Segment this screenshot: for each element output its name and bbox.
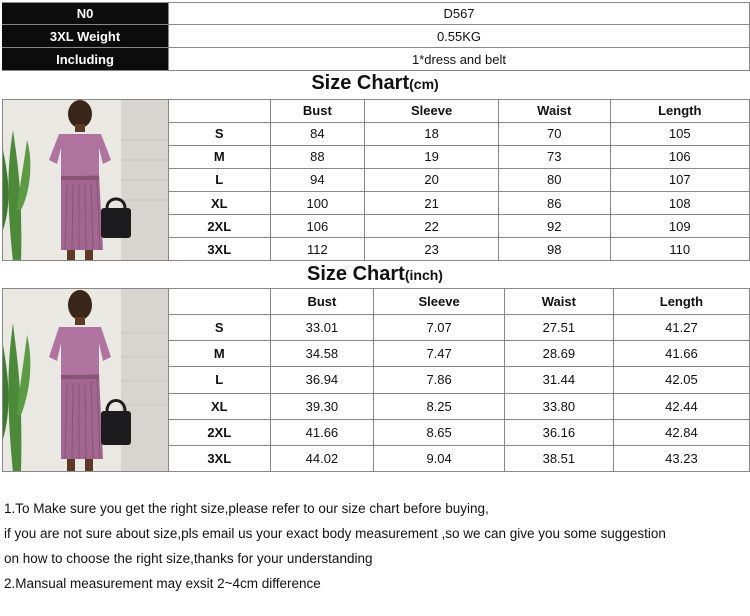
info-value: 1*dress and belt xyxy=(168,48,750,70)
note-line: if you are not sure about size,pls email us your exact body measurement ,so we can give you some suggestion xyxy=(4,526,666,541)
table-cell: 41.66 xyxy=(613,341,749,367)
size-chart-cm xyxy=(2,99,750,261)
table-cell: 34.58 xyxy=(270,341,374,367)
dress-photo xyxy=(3,100,169,260)
info-row-number xyxy=(2,2,750,25)
table-cell: 7.86 xyxy=(374,367,505,393)
table-header-row xyxy=(169,289,749,314)
table-cell: 42.84 xyxy=(613,419,749,445)
table-cell: 88 xyxy=(270,145,365,168)
info-value: 0.55KG xyxy=(168,25,750,47)
table-cell: 18 xyxy=(365,122,499,145)
table-row xyxy=(169,446,749,472)
size-label: 2XL xyxy=(169,419,270,445)
table-cell: 41.66 xyxy=(270,419,374,445)
size-label: 2XL xyxy=(169,215,270,238)
table-cell: 42.05 xyxy=(613,367,749,393)
table-cell: 19 xyxy=(365,145,499,168)
info-value: D567 xyxy=(168,3,750,24)
table-cell: 28.69 xyxy=(504,341,613,367)
table-cell: 42.44 xyxy=(613,393,749,419)
table-cell: 73 xyxy=(498,145,610,168)
dress-photo xyxy=(3,289,169,471)
size-chart-inch xyxy=(2,288,750,472)
table-cell: 106 xyxy=(270,215,365,238)
table-row xyxy=(169,341,749,367)
table-cell: 23 xyxy=(365,238,499,260)
table-cell: 31.44 xyxy=(504,367,613,393)
header-cell: Waist xyxy=(498,100,610,122)
chart-unit: (inch) xyxy=(404,267,443,283)
table-cell: 109 xyxy=(610,215,749,238)
table-cell: 33.80 xyxy=(504,393,613,419)
header-cell: Length xyxy=(613,289,749,314)
info-row-including xyxy=(2,48,750,71)
info-row-weight xyxy=(2,25,750,48)
header-cell: Sleeve xyxy=(374,289,505,314)
table-cell: 21 xyxy=(365,192,499,215)
table-cell: 110 xyxy=(610,238,749,260)
size-label: M xyxy=(169,145,270,168)
info-key: Including xyxy=(2,48,168,70)
table-row xyxy=(169,145,749,168)
info-key: N0 xyxy=(2,3,168,24)
table-cell: 43.23 xyxy=(613,446,749,472)
size-label: 3XL xyxy=(169,446,270,472)
table-cell: 112 xyxy=(270,238,365,260)
size-label: S xyxy=(169,314,270,340)
table-cell: 105 xyxy=(610,122,749,145)
table-cell: 41.27 xyxy=(613,314,749,340)
header-cell: Bust xyxy=(270,100,365,122)
size-chart-inch-title xyxy=(0,263,750,286)
note-line: 1.To Make sure you get the right size,please refer to our size chart before buying, xyxy=(4,501,489,516)
header-cell: Length xyxy=(610,100,749,122)
table-row xyxy=(169,238,749,260)
size-label: L xyxy=(169,367,270,393)
size-label: 3XL xyxy=(169,238,270,260)
size-label: S xyxy=(169,122,270,145)
dress-photo-icon xyxy=(3,289,169,471)
table-header-row xyxy=(169,100,749,122)
header-cell: Waist xyxy=(504,289,613,314)
table-row xyxy=(169,215,749,238)
table-cell: 84 xyxy=(270,122,365,145)
table-cell: 70 xyxy=(498,122,610,145)
header-cell xyxy=(169,289,270,314)
note-line: on how to choose the right size,thanks for your understanding xyxy=(4,551,373,566)
table-cell: 20 xyxy=(365,168,499,191)
header-cell xyxy=(169,100,270,122)
dress-photo-icon xyxy=(3,100,169,260)
size-chart-cm-title xyxy=(0,72,750,95)
table-cell: 80 xyxy=(498,168,610,191)
table-cell: 33.01 xyxy=(270,314,374,340)
table-row xyxy=(169,367,749,393)
table-cell: 9.04 xyxy=(374,446,505,472)
info-key: 3XL Weight xyxy=(2,25,168,47)
table-cell: 107 xyxy=(610,168,749,191)
table-cell: 8.65 xyxy=(374,419,505,445)
table-cell: 86 xyxy=(498,192,610,215)
size-table-cm xyxy=(169,100,749,260)
note-line: 2.Mansual measurement may exsit 2~4cm difference xyxy=(4,576,321,591)
table-cell: 38.51 xyxy=(504,446,613,472)
table-cell: 8.25 xyxy=(374,393,505,419)
table-row xyxy=(169,192,749,215)
size-label: XL xyxy=(169,192,270,215)
table-cell: 27.51 xyxy=(504,314,613,340)
sizing-notes xyxy=(4,496,748,596)
table-cell: 94 xyxy=(270,168,365,191)
table-cell: 44.02 xyxy=(270,446,374,472)
table-cell: 92 xyxy=(498,215,610,238)
chart-title-text: Size Chart xyxy=(307,263,405,285)
chart-unit: (cm) xyxy=(409,76,439,92)
table-cell: 22 xyxy=(365,215,499,238)
table-cell: 98 xyxy=(498,238,610,260)
table-cell: 7.07 xyxy=(374,314,505,340)
table-row xyxy=(169,122,749,145)
size-label: M xyxy=(169,341,270,367)
size-label: L xyxy=(169,168,270,191)
table-row xyxy=(169,314,749,340)
table-row xyxy=(169,393,749,419)
table-cell: 108 xyxy=(610,192,749,215)
size-table-inch xyxy=(169,289,749,471)
table-cell: 106 xyxy=(610,145,749,168)
chart-title-text: Size Chart xyxy=(311,72,410,94)
table-cell: 36.94 xyxy=(270,367,374,393)
table-cell: 36.16 xyxy=(504,419,613,445)
table-row xyxy=(169,168,749,191)
header-cell: Bust xyxy=(270,289,374,314)
table-row xyxy=(169,419,749,445)
table-cell: 7.47 xyxy=(374,341,505,367)
table-cell: 100 xyxy=(270,192,365,215)
table-cell: 39.30 xyxy=(270,393,374,419)
header-cell: Sleeve xyxy=(365,100,499,122)
product-info-table xyxy=(2,2,750,71)
size-label: XL xyxy=(169,393,270,419)
